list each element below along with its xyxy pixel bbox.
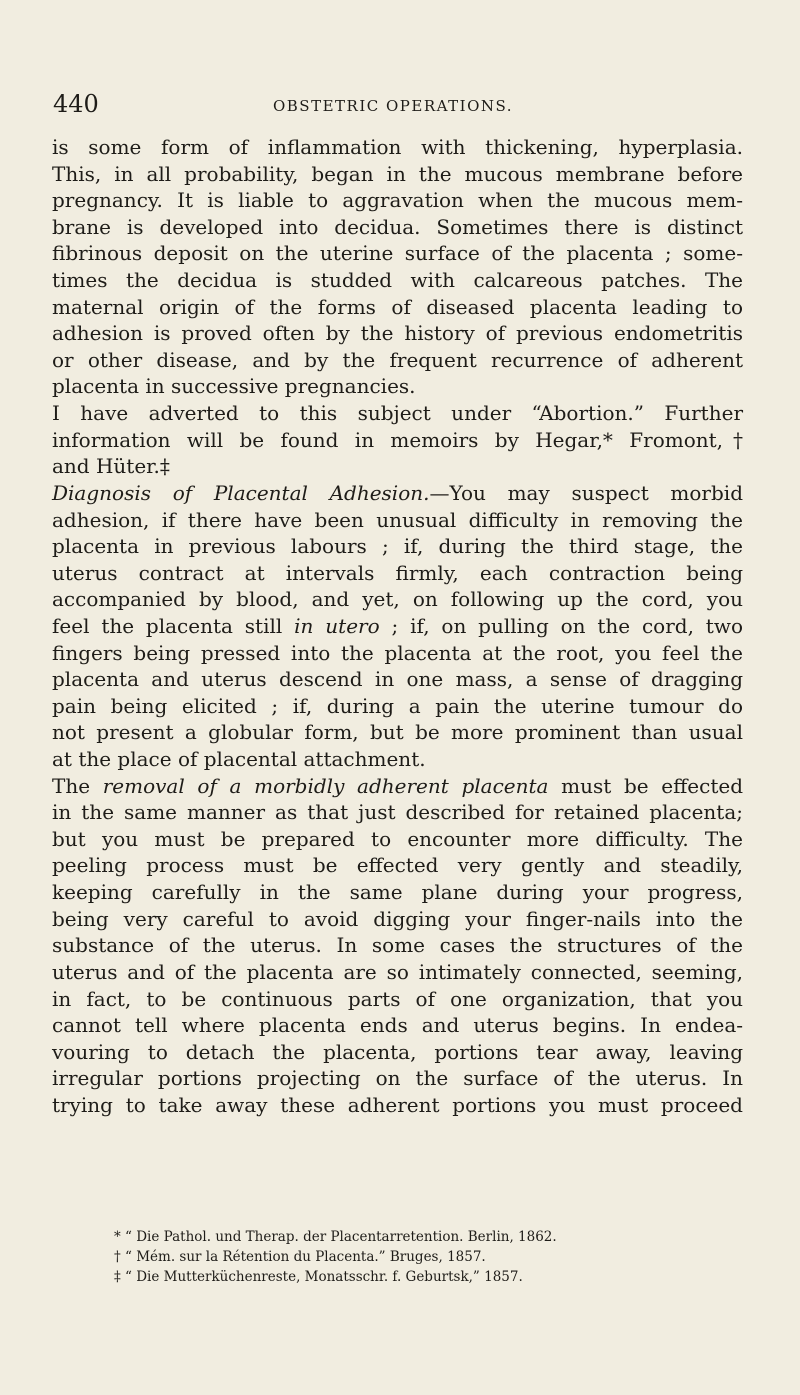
- text-line: peeling process must be effected very gently and steadily,: [52, 853, 743, 878]
- text-line: The removal of a morbidly adherent placenta must be effected: [52, 773, 744, 798]
- footnote: † “ Mém. sur la Rétention du Placenta.” Bruges, 1857.: [114, 1249, 486, 1265]
- text-line: feel the placenta still in utero ; if, on pulling on the cord, two: [52, 613, 744, 638]
- footnotes: [114, 1227, 754, 1287]
- text-line: times the decidua is studded with calcareous patches. The: [52, 268, 743, 293]
- text-line: cannot tell where placenta ends and uterus begins. In endea-: [52, 1013, 743, 1038]
- text-line: information will be found in memoirs by Hegar,* Fromont,†: [52, 427, 743, 452]
- text-line: vouring to detach the placenta, portions tear away, leaving: [52, 1039, 743, 1064]
- text-line: placenta in previous labours ; if, during the third stage, the: [52, 534, 743, 559]
- text-line: pregnancy. It is liable to aggravation when the mucous mem-: [52, 188, 743, 213]
- page-header: [53, 90, 733, 122]
- text-line: adhesion is proved often by the history of previous endometritis: [52, 321, 743, 346]
- text-line: substance of the uterus. In some cases the structures of the: [52, 933, 743, 958]
- text-line: in the same manner as that just described for retained placenta;: [52, 800, 743, 825]
- text-line: placenta and uterus descend in one mass, a sense of dragging: [52, 667, 743, 692]
- text-line: uterus contract at intervals firmly, each contraction being: [52, 560, 743, 585]
- text-line: keeping carefully in the same plane during your progress,: [52, 880, 743, 905]
- text-line: being very careful to avoid digging your finger-nails into the: [52, 906, 743, 931]
- text-line: This, in all probability, began in the mucous membrane before: [52, 161, 743, 186]
- text-line: brane is developed into decidua. Sometimes there is distinct: [52, 214, 743, 239]
- text-line: maternal origin of the forms of diseased placenta leading to: [52, 294, 743, 319]
- text-line: I have adverted to this subject under “Abortion.” Further: [52, 401, 743, 426]
- text-line: placenta in successive pregnancies.: [52, 374, 416, 399]
- running-head: OBSTETRIC OPERATIONS.: [272, 97, 514, 115]
- body-text: [52, 134, 743, 1119]
- text-line: and Hüter.‡: [52, 454, 170, 479]
- text-line: not present a globular form, but be more prominent than usual: [52, 720, 743, 745]
- text-line: accompanied by blood, and yet, on following up the cord, you: [52, 587, 743, 612]
- text-line: pain being elicited ; if, during a pain the uterine tumour do: [52, 693, 743, 718]
- text-line: trying to take away these adherent portions you must proceed: [52, 1092, 743, 1117]
- text-line: fibrinous deposit on the uterine surface of the placenta ; some-: [52, 241, 743, 266]
- text-line: in fact, to be continuous parts of one organization, that you: [52, 986, 743, 1011]
- text-line: is some form of inflammation with thickening, hyperplasia.: [52, 135, 743, 159]
- text-line: adhesion, if there have been unusual difficulty in removing the: [52, 507, 743, 532]
- text-line: fingers being pressed into the placenta at the root, you feel the: [52, 640, 743, 665]
- footnote: ‡ “ Die Mutterküchenreste, Monatsschr. f. Geburtsk,” 1857.: [114, 1269, 523, 1285]
- footnote: * “ Die Pathol. und Therap. der Placentarretention. Berlin, 1862.: [114, 1229, 557, 1245]
- text-line: or other disease, and by the frequent recurrence of adherent: [52, 347, 743, 372]
- text-line: but you must be prepared to encounter more difficulty. The: [52, 826, 743, 851]
- text-line: uterus and of the placenta are so intimately connected, seeming,: [52, 959, 743, 984]
- text-line: Diagnosis of Placental Adhesion.—You may suspect morbid: [52, 480, 743, 505]
- text-line: irregular portions projecting on the surface of the uterus. In: [52, 1066, 743, 1091]
- page-number: 440: [53, 90, 99, 118]
- text-line: at the place of placental attachment.: [52, 747, 426, 772]
